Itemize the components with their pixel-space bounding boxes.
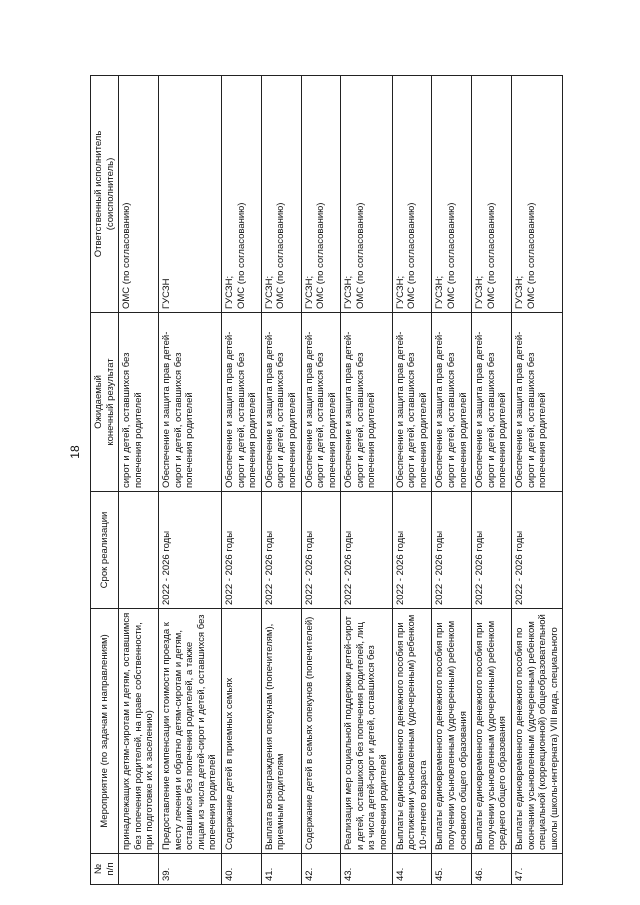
- table-row: [221, 76, 261, 885]
- cell-activity: Выплата вознаграждения опекунам (попечителям), приемным родителям: [261, 609, 301, 854]
- table-row: [119, 76, 159, 885]
- header-responsible: Ответственный исполнитель (соисполнитель): [91, 76, 119, 313]
- table-row: [158, 76, 221, 885]
- cell-term: 2022 - 2026 годы: [512, 492, 563, 609]
- page-number: 18: [68, 445, 82, 459]
- cell-responsible: ГУСЗН; ОМС (по согласованию): [512, 76, 563, 313]
- cell-result: Обеспечение и защита прав детей-сирот и детей, оставшихся без попечения родителей: [261, 313, 301, 492]
- cell-activity: Выплаты единовременного денежного пособия по окончании усыновленным (удочеренным) ребенком специальной (коррекционной) общеобразовательной школы (школы-интерната) VIII вида, специального: [512, 609, 563, 854]
- table-row: [341, 76, 392, 885]
- cell-term: 2022 - 2026 годы: [261, 492, 301, 609]
- table-row: [392, 76, 432, 885]
- cell-responsible: ГУСЗН; ОМС (по согласованию): [221, 76, 261, 313]
- cell-num: 41.: [261, 854, 301, 885]
- cell-responsible: ГУСЗН; ОМС (по согласованию): [432, 76, 472, 313]
- cell-num: 47.: [512, 854, 563, 885]
- cell-activity: Содержание детей в семьях опекунов (попечителей): [301, 609, 341, 854]
- cell-responsible: ГУСЗН; ОМС (по согласованию): [472, 76, 512, 313]
- table-header-row: [91, 76, 119, 885]
- cell-responsible: ОМС (по согласованию): [119, 76, 159, 313]
- cell-result: Обеспечение и защита прав детей-сирот и детей, оставшихся без попечения родителей: [341, 313, 392, 492]
- cell-num: 40.: [221, 854, 261, 885]
- cell-responsible: ГУСЗН; ОМС (по согласованию): [301, 76, 341, 313]
- table-row: [472, 76, 512, 885]
- cell-activity: Выплаты единовременного денежного пособия при получении усыновленным (удочеренным) ребенком основного общего образования: [432, 609, 472, 854]
- cell-term: 2022 - 2026 годы: [472, 492, 512, 609]
- cell-result: Обеспечение и защита прав детей-сирот и детей, оставшихся без попечения родителей: [432, 313, 472, 492]
- header-num: № п/п: [91, 854, 119, 885]
- header-term: Срок реализации: [91, 492, 119, 609]
- cell-responsible: ГУСЗН; ОМС (по согласованию): [392, 76, 432, 313]
- table-body: [119, 76, 563, 885]
- cell-result: Обеспечение и защита прав детей-сирот и детей, оставшихся без попечения родителей: [301, 313, 341, 492]
- cell-term: 2022 - 2026 годы: [158, 492, 221, 609]
- cell-term: 2022 - 2026 годы: [301, 492, 341, 609]
- cell-responsible: ГУСЗН: [158, 76, 221, 313]
- cell-activity: Выплаты единовременного денежного пособия при достижении усыновленным (удочеренным) ребенком 10-летнего возраста: [392, 609, 432, 854]
- cell-result: сирот и детей, оставшихся без попечения родителей: [119, 313, 159, 492]
- cell-result: Обеспечение и защита прав детей-сирот и детей, оставшихся без попечения родителей: [221, 313, 261, 492]
- table-row: [432, 76, 472, 885]
- cell-activity: Предоставление компенсации стоимости проезда к месту лечения и обратно детям-сиротам и детям, оставшимся без попечения родителей, а также лицам из числа детей-сирот и детей, оставшихся без попечения родителей: [158, 609, 221, 854]
- activities-table: [90, 75, 563, 885]
- cell-result: Обеспечение и защита прав детей-сирот и детей, оставшихся без попечения родителей: [158, 313, 221, 492]
- cell-num: 43.: [341, 854, 392, 885]
- cell-result: Обеспечение и защита прав детей-сирот и детей, оставшихся без попечения родителей: [392, 313, 432, 492]
- cell-term: 2022 - 2026 годы: [392, 492, 432, 609]
- cell-activity: Реализация мер социальной поддержки детей-сирот и детей, оставшихся без попечения родителей, лиц из числа детей-сирот и детей, оставшихся без попечения родителей: [341, 609, 392, 854]
- cell-activity: Содержание детей в приемных семьях: [221, 609, 261, 854]
- cell-term: 2022 - 2026 годы: [432, 492, 472, 609]
- cell-term: 2022 - 2026 годы: [341, 492, 392, 609]
- cell-result: Обеспечение и защита прав детей-сирот и детей, оставшихся без попечения родителей: [472, 313, 512, 492]
- cell-term: [119, 492, 159, 609]
- cell-term: 2022 - 2026 годы: [221, 492, 261, 609]
- cell-activity: принадлежащих детям-сиротам и детям, оставшимся без попечения родителей, на праве собственности, при подготовке их к заселению): [119, 609, 159, 854]
- header-result: Ожидаемый конечный результат: [91, 313, 119, 492]
- table-row: [301, 76, 341, 885]
- cell-activity: Выплаты единовременного денежного пособия при получении усыновленным (удочеренным) ребенком среднего общего образования: [472, 609, 512, 854]
- table-row: [261, 76, 301, 885]
- cell-num: [119, 854, 159, 885]
- table-row: [512, 76, 563, 885]
- cell-num: 42.: [301, 854, 341, 885]
- header-activity: Мероприятие (по задачам и направлениям): [91, 609, 119, 854]
- cell-result: Обеспечение и защита прав детей-сирот и детей, оставшихся без попечения родителей: [512, 313, 563, 492]
- cell-num: 45.: [432, 854, 472, 885]
- cell-num: 39.: [158, 854, 221, 885]
- cell-num: 44.: [392, 854, 432, 885]
- cell-responsible: ГУСЗН; ОМС (по согласованию): [341, 76, 392, 313]
- cell-responsible: ГУСЗН; ОМС (по согласованию): [261, 76, 301, 313]
- cell-num: 46.: [472, 854, 512, 885]
